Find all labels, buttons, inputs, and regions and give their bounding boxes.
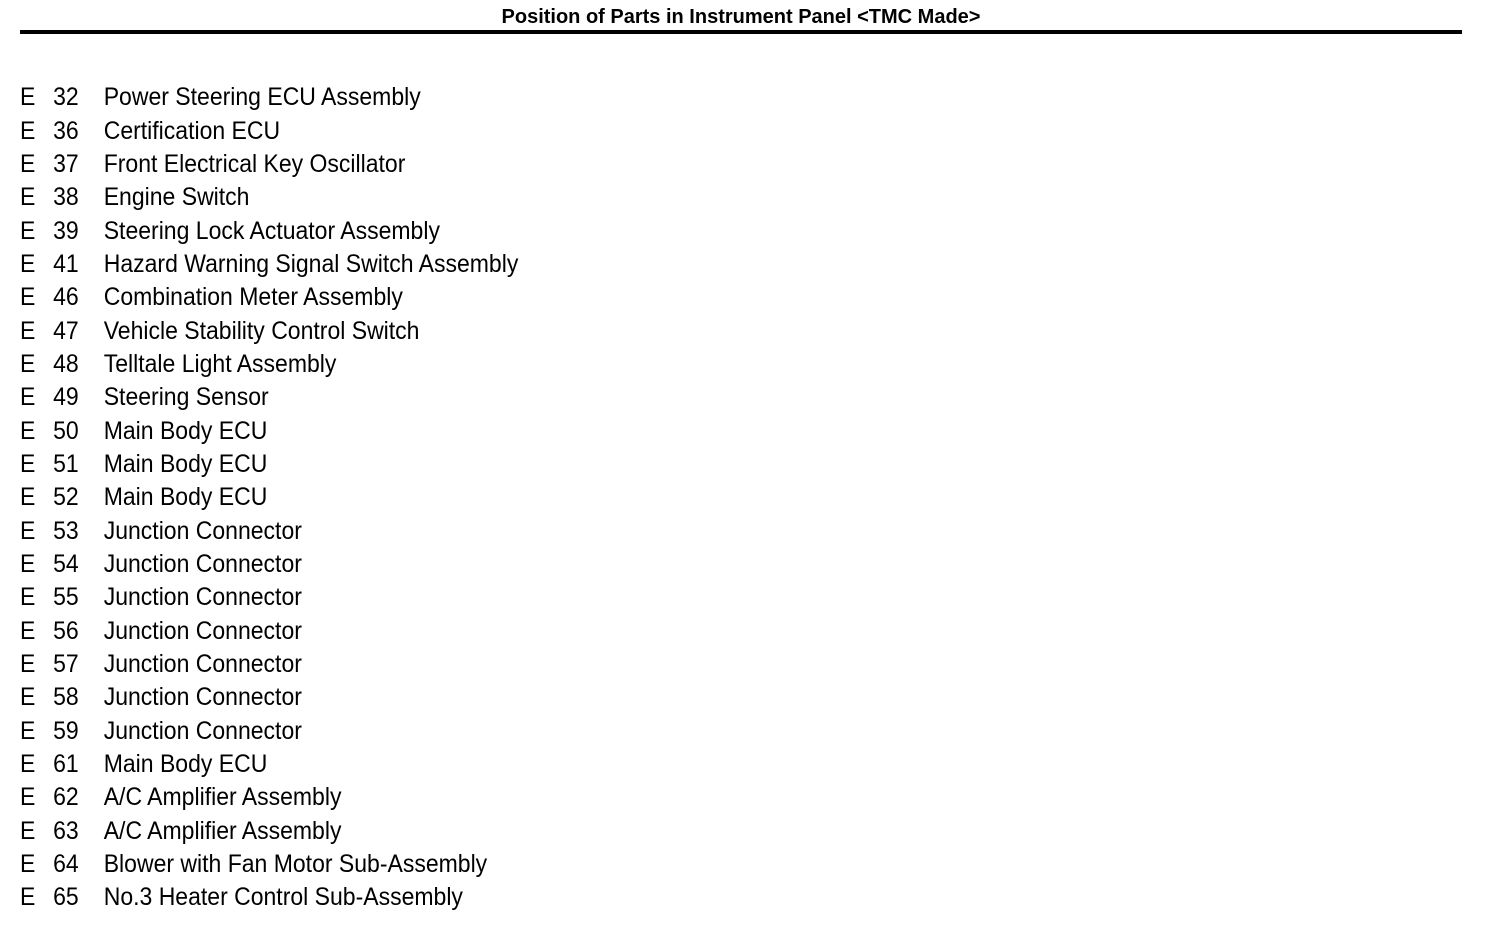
part-name: Front Electrical Key Oscillator	[103, 149, 406, 178]
part-number: 32	[53, 83, 79, 112]
part-number: 36	[53, 116, 79, 145]
part-number: 59	[53, 716, 79, 745]
part-prefix: E	[20, 416, 36, 445]
list-item	[20, 81, 518, 114]
list-item	[20, 414, 518, 447]
part-number: 63	[53, 816, 79, 845]
list-item	[20, 881, 518, 914]
part-name: Blower with Fan Motor Sub-Assembly	[103, 850, 488, 879]
part-number: 52	[53, 483, 79, 512]
part-name: A/C Amplifier Assembly	[103, 816, 342, 845]
list-item	[20, 314, 518, 347]
list-item	[20, 615, 518, 648]
list-item	[20, 681, 518, 714]
part-name: Engine Switch	[103, 183, 250, 212]
part-number: 53	[53, 516, 79, 545]
part-number: 56	[53, 616, 79, 645]
part-number: 61	[53, 750, 79, 779]
part-number: 48	[53, 349, 79, 378]
part-name: A/C Amplifier Assembly	[103, 783, 342, 812]
part-prefix: E	[20, 249, 36, 278]
part-number: 65	[53, 883, 79, 912]
list-item	[20, 781, 518, 814]
part-prefix: E	[20, 116, 36, 145]
list-item	[20, 281, 518, 314]
part-number: 49	[53, 383, 79, 412]
part-name: Main Body ECU	[103, 449, 268, 478]
list-item	[20, 114, 518, 147]
part-prefix: E	[20, 650, 36, 679]
list-item	[20, 481, 518, 514]
part-name: Junction Connector	[103, 716, 302, 745]
part-number: 57	[53, 650, 79, 679]
list-item	[20, 214, 518, 247]
title-rule	[20, 30, 1462, 34]
part-name: Steering Sensor	[103, 383, 269, 412]
part-number: 37	[53, 149, 79, 178]
list-item	[20, 448, 518, 481]
part-number: 51	[53, 449, 79, 478]
list-item	[20, 548, 518, 581]
list-item	[20, 848, 518, 881]
part-prefix: E	[20, 149, 36, 178]
part-name: Junction Connector	[103, 616, 302, 645]
list-item	[20, 815, 518, 848]
part-number: 47	[53, 316, 79, 345]
part-prefix: E	[20, 583, 36, 612]
part-number: 62	[53, 783, 79, 812]
part-name: Junction Connector	[103, 516, 302, 545]
part-name: Junction Connector	[103, 650, 302, 679]
part-prefix: E	[20, 750, 36, 779]
list-item	[20, 715, 518, 748]
part-number: 41	[53, 249, 79, 278]
part-prefix: E	[20, 349, 36, 378]
list-item	[20, 581, 518, 614]
part-prefix: E	[20, 516, 36, 545]
part-prefix: E	[20, 216, 36, 245]
part-number: 50	[53, 416, 79, 445]
part-prefix: E	[20, 883, 36, 912]
list-item	[20, 181, 518, 214]
part-prefix: E	[20, 549, 36, 578]
part-prefix: E	[20, 816, 36, 845]
part-prefix: E	[20, 850, 36, 879]
part-name: No.3 Heater Control Sub-Assembly	[103, 883, 463, 912]
page-title: Position of Parts in Instrument Panel <TMC Made>	[501, 6, 981, 28]
part-name: Main Body ECU	[103, 416, 268, 445]
part-name: Junction Connector	[103, 549, 302, 578]
part-prefix: E	[20, 616, 36, 645]
part-name: Power Steering ECU Assembly	[103, 83, 421, 112]
part-name: Steering Lock Actuator Assembly	[103, 216, 440, 245]
part-name: Hazard Warning Signal Switch Assembly	[103, 249, 519, 278]
part-name: Junction Connector	[103, 683, 302, 712]
part-prefix: E	[20, 183, 36, 212]
part-number: 39	[53, 216, 79, 245]
part-name: Junction Connector	[103, 583, 302, 612]
part-number: 54	[53, 549, 79, 578]
list-item	[20, 514, 518, 547]
part-number: 55	[53, 583, 79, 612]
parts-list	[20, 81, 562, 915]
list-item	[20, 348, 518, 381]
list-item	[20, 648, 518, 681]
part-prefix: E	[20, 716, 36, 745]
part-number: 46	[53, 283, 79, 312]
part-number: 64	[53, 850, 79, 879]
part-name: Combination Meter Assembly	[103, 283, 403, 312]
part-prefix: E	[20, 683, 36, 712]
part-prefix: E	[20, 483, 36, 512]
part-prefix: E	[20, 449, 36, 478]
list-item	[20, 148, 518, 181]
part-name: Telltale Light Assembly	[103, 349, 337, 378]
part-prefix: E	[20, 383, 36, 412]
part-number: 38	[53, 183, 79, 212]
part-name: Main Body ECU	[103, 483, 268, 512]
list-item	[20, 748, 518, 781]
part-prefix: E	[20, 783, 36, 812]
part-name: Certification ECU	[103, 116, 281, 145]
part-prefix: E	[20, 316, 36, 345]
part-prefix: E	[20, 83, 36, 112]
part-number: 58	[53, 683, 79, 712]
part-name: Vehicle Stability Control Switch	[103, 316, 420, 345]
part-prefix: E	[20, 283, 36, 312]
list-item	[20, 248, 518, 281]
part-name: Main Body ECU	[103, 750, 268, 779]
list-item	[20, 381, 518, 414]
